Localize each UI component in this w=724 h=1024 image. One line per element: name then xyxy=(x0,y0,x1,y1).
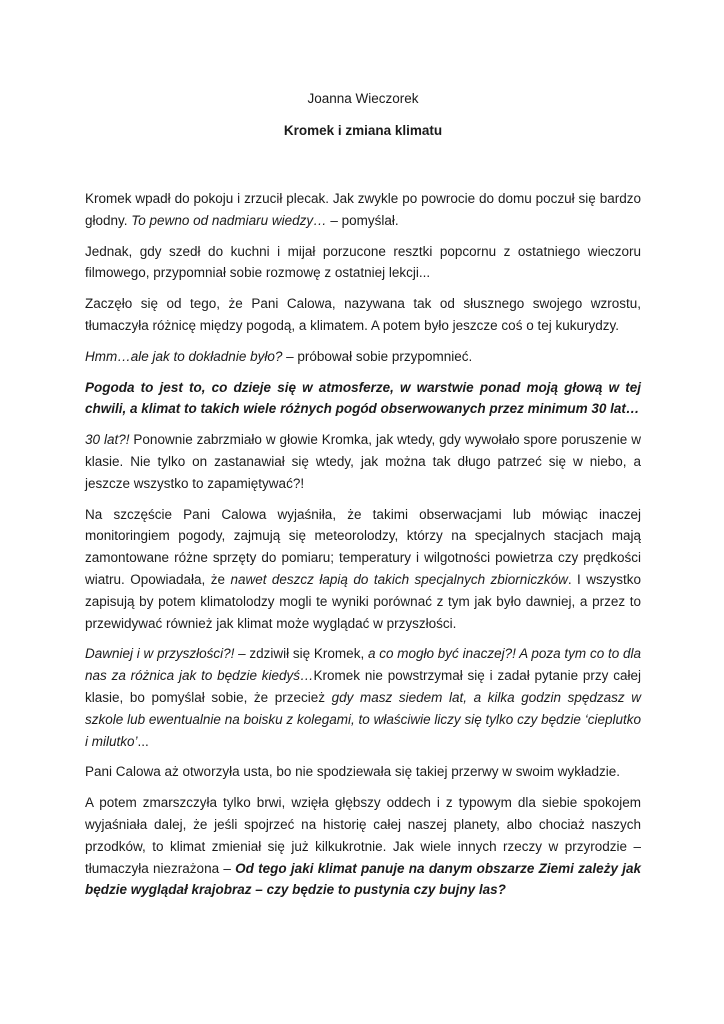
document-body xyxy=(85,188,641,901)
paragraph xyxy=(85,293,641,337)
author-line: Joanna Wieczorek xyxy=(307,91,419,106)
text-segment: Hmm…ale jak to dokładnie było? xyxy=(85,348,283,364)
document-title: Kromek i zmiana klimatu xyxy=(283,123,443,138)
text-segment: Dawniej i w przyszłości?! xyxy=(85,646,235,662)
text-segment: . I wszystko zapisują by potem klimatolodzy mogli te wyniki porównać z tym jak było dawniej, a przez to przewidywać również jak klimat może wyglądać w przyszłości. xyxy=(85,571,641,631)
text-segment: Pogoda to jest to, co dzieje się w atmosferze, w warstwie ponad moją głową w tej chwili, a klimat to takich wiele różnych pogód obserwowanych przez minimum 30 lat… xyxy=(85,379,641,417)
paragraph xyxy=(85,429,641,494)
text-segment: 30 lat?! xyxy=(85,432,130,448)
paragraph xyxy=(85,504,641,635)
text-segment: nawet deszcz łapią do takich specjalnych zbiorniczków xyxy=(230,571,568,587)
text-segment: gdy masz siedem lat, a kilka godzin spędzasz w szkole lub ewentualnie na boisku z kolegami, to właściwie liczy się tylko czy będzie ‘cieplutko i milutko’ xyxy=(85,689,642,749)
paragraph xyxy=(85,241,641,285)
paragraph xyxy=(85,761,641,783)
paragraph xyxy=(85,792,641,901)
text-segment: Kromek wpadł do pokoju i zrzucił plecak. Jak zwykle po powrocie do domu poczuł się bardzo głodny. xyxy=(85,191,641,228)
text-segment: Na szczęście Pani Calowa wyjaśniła, że takimi obserwacjami lub mówiąc inaczej monitoringiem pogody, zajmują się meteorolodzy, którzy na specjalnych stacjach mają zamontowane różne sprzęty do pomiaru; temperatury i wilgotności powietrza czy prędkości wiatru. Opowiadała, że xyxy=(85,506,641,587)
text-segment: – próbował sobie przypomnieć. xyxy=(282,348,473,364)
text-segment: Ponownie zabrzmiało w głowie Kromka, jak wtedy, gdy wywołało spore poruszenie w klasie. Nie tylko on zastanawiał się wtedy, jak można tak długo patrzeć się w niebo, a jeszcze wszystko to zapamiętywać?! xyxy=(85,432,641,491)
text-segment: A potem zmarszczyła tylko brwi, wzięła głębszy oddech i z typowym dla siebie spokojem wyjaśniała dalej, że jeśli spojrzeć na historię całej naszej planety, albo chociaż naszych przodków, to klimat zmieniał się już kilkukrotnie. Jak wiele innych rzeczy w przyrodzie – tłumaczyła niezrażona – xyxy=(85,795,641,876)
text-segment: Od tego jaki klimat panuje na danym obszarze Ziemi zależy jak będzie wyglądał krajobraz – czy będzie to pustynia czy bujny las? xyxy=(85,860,641,898)
text-segment: – zdziwił się Kromek, xyxy=(234,646,368,662)
paragraph xyxy=(85,346,641,368)
text-segment: Kromek nie powstrzymał się i zadał pytanie przy całej klasie, bo pomyślał sobie, że przecież xyxy=(85,668,641,705)
paragraph xyxy=(85,188,641,232)
text-segment: Pani Calowa aż otworzyła usta, bo nie spodziewała się takiej przerwy w swoim wykładzie. xyxy=(85,764,620,780)
paragraph xyxy=(85,643,641,752)
text-segment: ... xyxy=(137,733,149,749)
paragraph xyxy=(85,377,641,421)
text-segment: Zaczęło się od tego, że Pani Calowa, nazywana tak od słusznego swojego wzrostu, tłumaczyła różnicę między pogodą, a klimatem. A potem było jeszcze coś o tej kukurydzy. xyxy=(85,296,641,333)
text-segment: Jednak, gdy szedł do kuchni i mijał porzucone resztki popcornu z ostatniego wieczoru filmowego, przypomniał sobie rozmowę z ostatniej lekcji... xyxy=(85,243,641,281)
text-segment: – pomyślał. xyxy=(326,212,399,228)
text-segment: To pewno od nadmiaru wiedzy… xyxy=(131,212,327,228)
text-segment: a co mogło być inaczej?! A poza tym co to dla nas za różnica jak to będzie kiedyś… xyxy=(85,646,642,684)
